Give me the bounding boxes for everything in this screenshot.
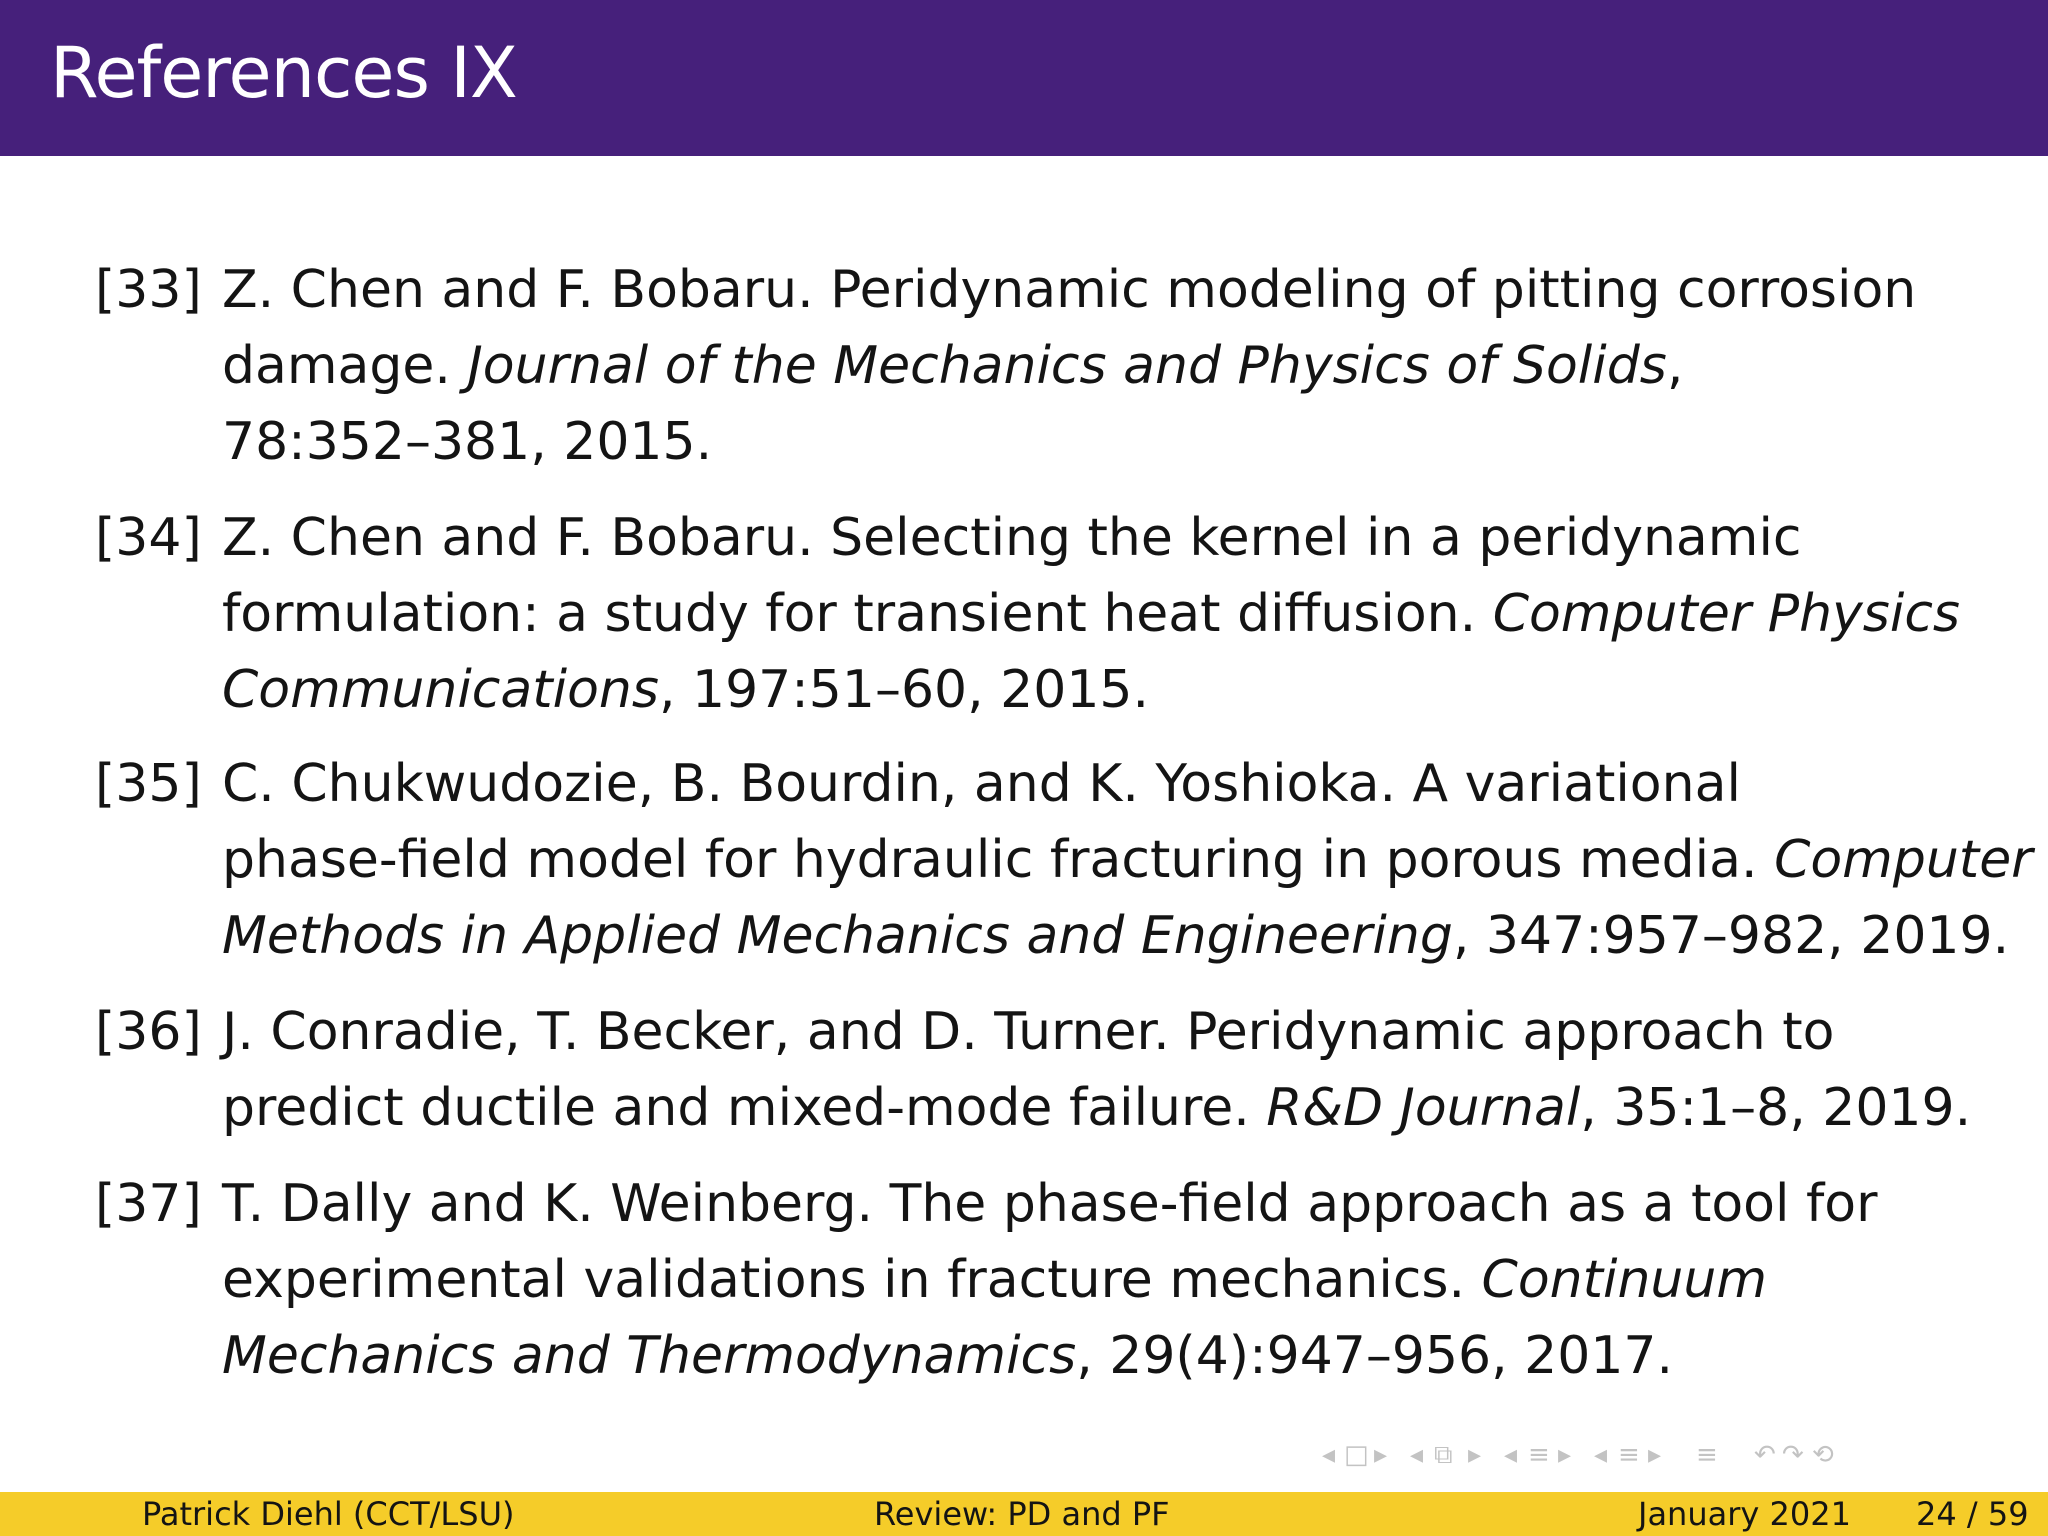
reference-line: [222, 746, 2012, 822]
footer-page-number: 24 / 59: [1916, 1495, 2029, 1533]
reference-line: [222, 500, 2012, 576]
reference-number: [36]: [95, 1002, 202, 1062]
nav-prev-section-icon[interactable]: ◂: [1504, 1440, 1518, 1470]
reference-line: [222, 898, 2012, 974]
reference-line: [222, 1070, 2012, 1146]
reference-segment: , 29(4):947–956, 2017.: [1076, 1326, 1674, 1386]
reference-segment: T. Dally and K. Weinberg. The phase-field approach as a tool for: [222, 1174, 1878, 1234]
reference-venue: Computer: [1774, 830, 2033, 890]
reference-line: [222, 1166, 2012, 1242]
reference-number: [35]: [95, 754, 202, 814]
reference-venue: Mechanics and Thermodynamics: [222, 1326, 1077, 1386]
nav-frame-icon[interactable]: ⧉: [1434, 1440, 1453, 1470]
reference-venue: Continuum: [1481, 1250, 1767, 1310]
reference-line: [222, 576, 2012, 652]
nav-prev-subsection-icon[interactable]: ◂: [1594, 1440, 1608, 1470]
reference-segment: experimental validations in fracture mechanics.: [222, 1250, 1482, 1310]
reference-text: [222, 252, 2012, 480]
nav-prev-frame-icon[interactable]: ◂: [1410, 1440, 1424, 1470]
reference-segment: damage.: [222, 336, 468, 396]
reference-segment: predict ductile and mixed-mode failure.: [222, 1078, 1267, 1138]
reference-venue: Journal of the Mechanics and Physics of Solids: [467, 336, 1667, 396]
reference-segment: formulation: a study for transient heat diffusion.: [222, 584, 1493, 644]
reference-text: [222, 994, 2012, 1146]
reference-segment: , 35:1–8, 2019.: [1580, 1078, 1972, 1138]
reference-line: [222, 404, 2012, 480]
footer-title: Review: PD and PF: [874, 1495, 1170, 1533]
reference-line: [222, 252, 2012, 328]
nav-toc-icon[interactable]: ≡: [1696, 1440, 1718, 1470]
reference-venue: Methods in Applied Mechanics and Engineering: [222, 906, 1453, 966]
page-title: References IX: [50, 32, 517, 114]
reference-line: [222, 1242, 2012, 1318]
reference-line: [222, 652, 2012, 728]
title-bar: [0, 0, 2048, 156]
reference-segment: , 347:957–982, 2019.: [1452, 906, 2010, 966]
reference-line: [222, 822, 2033, 898]
reference-segment: , 197:51–60, 2015.: [658, 660, 1150, 720]
nav-next-subsection-icon[interactable]: ▸: [1648, 1440, 1662, 1470]
nav-forward-icon[interactable]: ↷: [1782, 1440, 1804, 1470]
reference-number: [33]: [95, 260, 202, 320]
nav-back-icon[interactable]: ↶: [1754, 1440, 1776, 1470]
reference-segment: ,: [1666, 336, 1684, 396]
reference-venue: Computer Physics: [1492, 584, 1961, 644]
reference-segment: J. Conradie, T. Becker, and D. Turner. Peridynamic approach to: [222, 1002, 1835, 1062]
nav-subsection-icon[interactable]: ≡: [1618, 1440, 1640, 1470]
reference-text: [222, 500, 2012, 728]
reference-venue: R&D Journal: [1266, 1078, 1581, 1138]
nav-next-section-icon[interactable]: ▸: [1558, 1440, 1572, 1470]
reference-venue: Communications: [222, 660, 659, 720]
reference-segment: 78:352–381, 2015.: [222, 412, 713, 472]
reference-segment: Z. Chen and F. Bobaru. Peridynamic modeling of pitting corrosion: [222, 260, 1917, 320]
nav-next-slide-icon[interactable]: ▸: [1374, 1440, 1388, 1470]
nav-section-icon[interactable]: ≡: [1528, 1440, 1550, 1470]
nav-slide-icon[interactable]: □: [1344, 1440, 1369, 1470]
reference-number: [37]: [95, 1174, 202, 1234]
reference-segment: Z. Chen and F. Bobaru. Selecting the kernel in a peridynamic: [222, 508, 1802, 568]
reference-text: [222, 746, 2033, 974]
reference-text: [222, 1166, 2012, 1394]
footer-author: Patrick Diehl (CCT/LSU): [142, 1495, 515, 1533]
reference-line: [222, 1318, 2012, 1394]
nav-next-frame-icon[interactable]: ▸: [1468, 1440, 1482, 1470]
nav-prev-slide-icon[interactable]: ◂: [1322, 1440, 1336, 1470]
reference-segment: phase-field model for hydraulic fracturing in porous media.: [222, 830, 1775, 890]
nav-search-icon[interactable]: ⟲: [1812, 1440, 1834, 1470]
reference-segment: C. Chukwudozie, B. Bourdin, and K. Yoshioka. A variational: [222, 754, 1741, 814]
beamer-navigation: [1322, 1440, 2032, 1470]
footer-bar: [0, 1492, 2048, 1536]
reference-number: [34]: [95, 508, 202, 568]
reference-line: [222, 994, 2012, 1070]
footer-date: January 2021: [1638, 1495, 1851, 1533]
reference-line: [222, 328, 2012, 404]
